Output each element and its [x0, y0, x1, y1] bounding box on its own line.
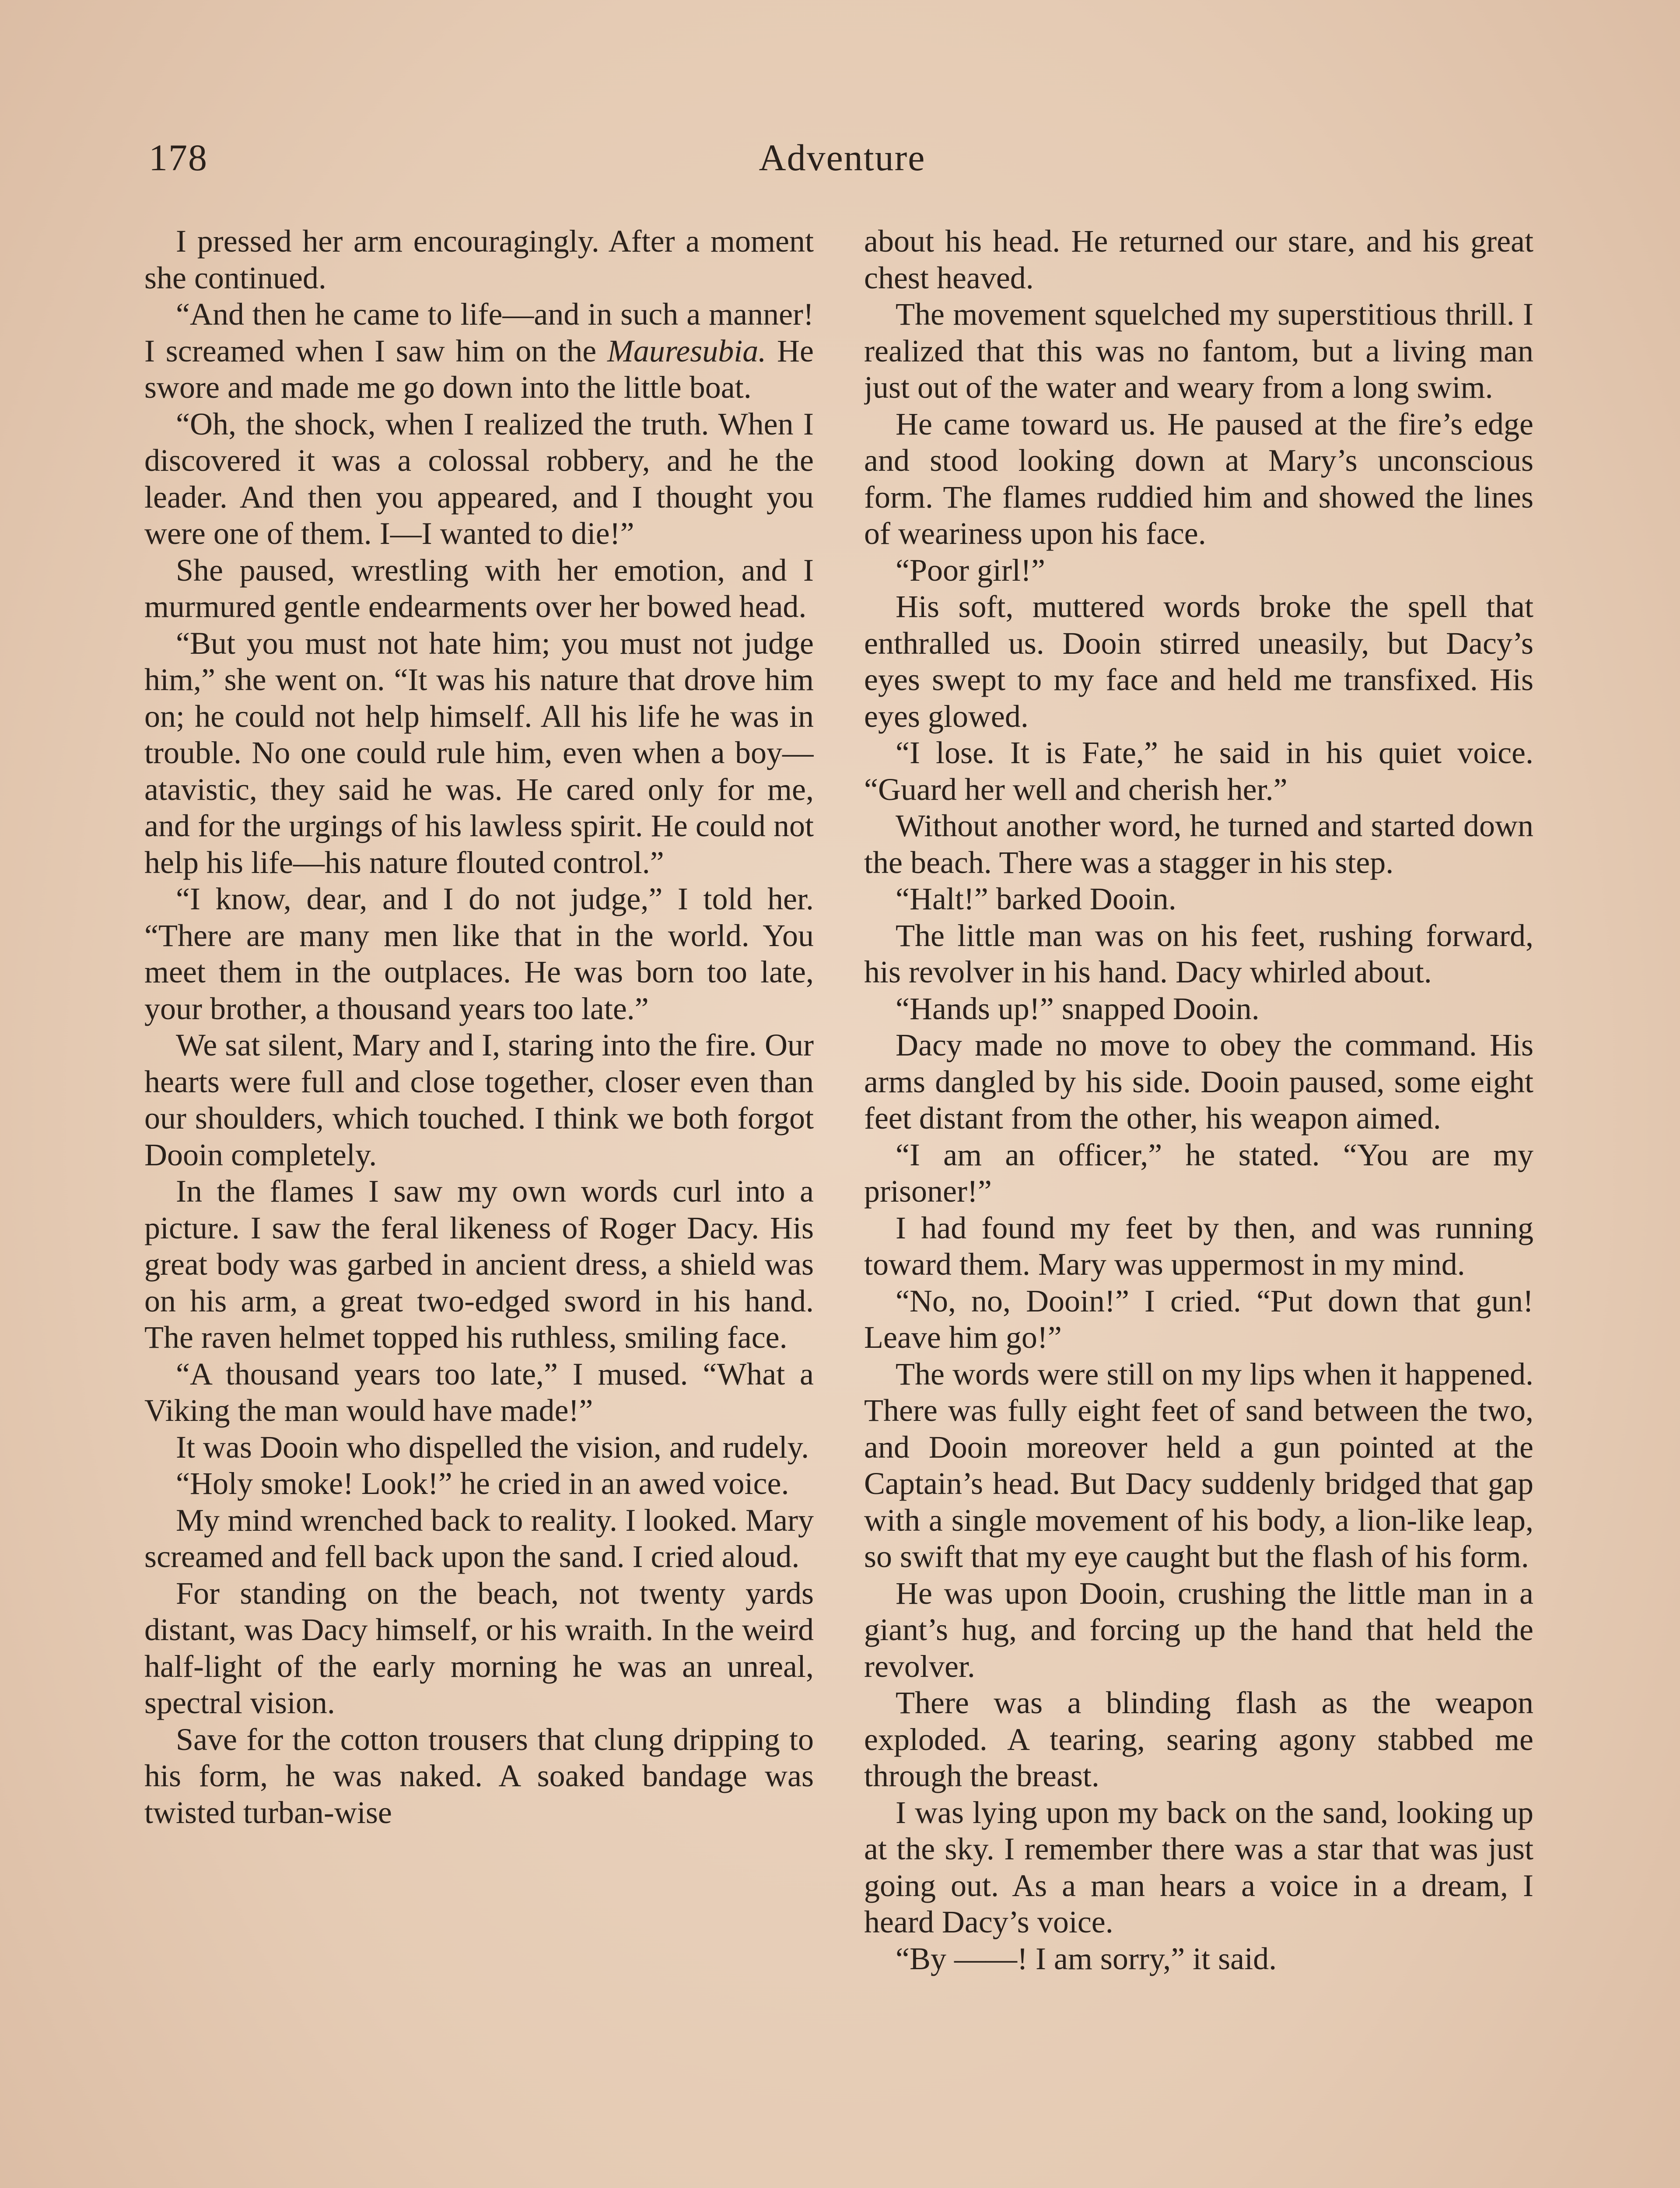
- paragraph: I had found my feet by then, and was running toward them. Mary was uppermost in my mind.: [864, 1210, 1533, 1282]
- page-number: 178: [149, 137, 208, 179]
- paragraph: She paused, wrestling with her emotion, and I murmured gentle endearments over her bowed head.: [144, 552, 814, 624]
- paragraph: Dacy made no move to obey the command. His arms dangled by his side. Dooin paused, some eight feet distant from the other, his weapon aimed.: [864, 1027, 1533, 1136]
- paragraph: For standing on the beach, not twenty yards distant, was Dacy himself, or his wraith. In the weird half-light of the early morning he was an unreal, spectral vision.: [144, 1575, 814, 1720]
- paragraph: “Halt!” barked Dooin.: [896, 881, 1176, 916]
- paragraph: There was a blinding flash as the weapon exploded. A tearing, searing agony stabbed me through the breast.: [864, 1685, 1533, 1793]
- paragraph: His soft, muttered words broke the spell that enthralled us. Dooin stirred uneasily, but Dacy’s eyes swept to my face and held me transfixed. His eyes glowed.: [864, 589, 1533, 734]
- paragraph: I was lying upon my back on the sand, looking up at the sky. I remember there was a star that was just going out. As a man hears a voice in a dream, I heard Dacy’s voice.: [864, 1795, 1533, 1939]
- paragraph: “But you must not hate him; you must not judge him,” she went on. “It was his nature that drove him on; he could not help himself. All his life he was in trouble. No one could rule him, even when a boy—atavistic, they said he was. He cared only for me, and for the urgings of his lawless spirit. He could not help his life—his nature flouted control.”: [144, 625, 814, 880]
- paragraph: “Holy smoke! Look!” he cried in an awed voice.: [176, 1466, 789, 1501]
- paragraph: Save for the cotton trousers that clung dripping to his form, he was naked. A soaked bandage was twisted turban-wise: [144, 1722, 814, 1830]
- paragraph-text: “And then he came to life—and in such a manner! I screamed when I saw him on the: [144, 297, 814, 368]
- paragraph: “Hands up!” snapped Dooin.: [896, 991, 1260, 1026]
- paragraph: The movement squelched my superstitious thrill. I realized that this was no fantom, but a living man just out of the water and weary from a long swim.: [864, 297, 1533, 405]
- paragraph: We sat silent, Mary and I, staring into the fire. Our hearts were full and close together, closer even than our shoulders, which touched. I think we both forgot Dooin completely.: [144, 1027, 814, 1172]
- paragraph: “No, no, Dooin!” I cried. “Put down that gun! Leave him go!”: [864, 1283, 1533, 1355]
- paragraph-text: He swore and made me go down into the little boat.: [144, 333, 814, 405]
- paragraph: I pressed her arm encouragingly. After a moment she continued.: [144, 224, 814, 295]
- paragraph: In the flames I saw my own words curl into a picture. I saw the feral likeness of Roger Dacy. His great body was garbed in ancient dress, a shield was on his arm, a great two-edged sword in his hand. The raven helmet topped his ruthless, smiling face.: [144, 1174, 814, 1355]
- ship-name: Mauresubia.: [607, 333, 766, 368]
- paragraph: The little man was on his feet, rushing forward, his revolver in his hand. Dacy whirled about.: [864, 918, 1533, 989]
- paragraph: He came toward us. He paused at the fire’s edge and stood looking down at Mary’s unconscious form. The flames ruddied him and showed the lines of weariness upon his face.: [864, 406, 1533, 551]
- running-head: [149, 131, 1536, 184]
- paragraph: “I am an officer,” he stated. “You are my prisoner!”: [864, 1137, 1533, 1209]
- paragraph: It was Dooin who dispelled the vision, and rudely.: [176, 1429, 809, 1465]
- paragraph: The words were still on my lips when it happened. There was fully eight feet of sand between the two, and Dooin moreover held a gun pointed at the Captain’s head. But Dacy suddenly bridged that gap with a single movement of his body, a lion-like leap, so swift that my eye caught but the flash of his form.: [864, 1356, 1533, 1574]
- paragraph: He was upon Dooin, crushing the little man in a giant’s hug, and forcing up the hand that held the revolver.: [864, 1575, 1533, 1684]
- paragraph: Without another word, he turned and started down the beach. There was a stagger in his step.: [864, 808, 1533, 880]
- paragraph: “Oh, the shock, when I realized the truth. When I discovered it was a colossal robbery, and he the leader. And then you appeared, and I thought you were one of them. I—I wanted to die!”: [144, 406, 814, 551]
- paragraph-continued: about his head. He returned our stare, and his great chest heaved.: [864, 224, 1533, 295]
- paragraph: “A thousand years too late,” I mused. “What a Viking the man would have made!”: [144, 1356, 814, 1428]
- paragraph: “I lose. It is Fate,” he said in his quiet voice. “Guard her well and cherish her.”: [864, 735, 1533, 807]
- paragraph: [144, 296, 814, 406]
- paragraph: “I know, dear, and I do not judge,” I told her. “There are many men like that in the world. You meet them in the outplaces. He was born too late, your brother, a thousand years too late.”: [144, 881, 814, 1026]
- paragraph: “Poor girl!”: [896, 552, 1045, 588]
- paragraph: “By ——! I am sorry,” it said.: [896, 1941, 1277, 1976]
- paragraph: My mind wrenched back to reality. I looked. Mary screamed and fell back upon the sand. I cried aloud.: [144, 1502, 814, 1574]
- running-title: Adventure: [759, 137, 926, 179]
- right-column: [864, 223, 1533, 2188]
- left-column: [144, 223, 814, 2188]
